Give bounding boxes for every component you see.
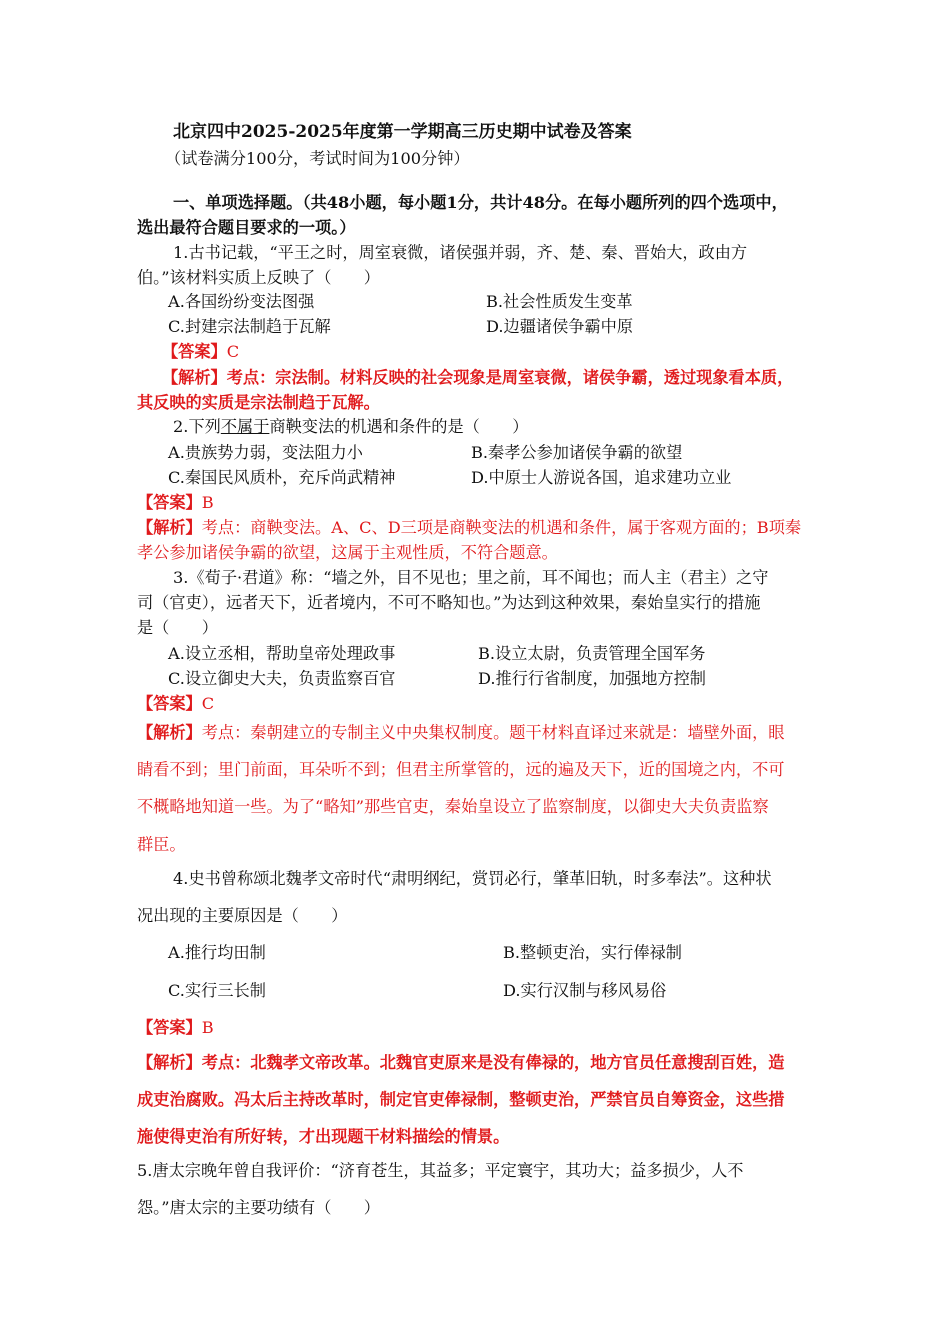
q1-analysis-cont: 其反映的实质是宗法制趋于瓦解。 <box>137 393 380 412</box>
q3-analysis-cont: 睛看不到；里门前面，耳朵听不到；但君主所掌管的，远的遍及天下，近的国境之内，不可 <box>137 760 785 779</box>
q1-option-a: A.各国纷纷变法图强 <box>168 292 315 311</box>
section-heading-cont: 选出最符合题目要求的一项。） <box>137 218 356 237</box>
q2-analysis <box>137 517 801 539</box>
analysis-tag: 【解析】 <box>137 518 202 537</box>
analysis-tag: 【解析】 <box>137 1053 202 1072</box>
q3-analysis-cont: 群臣。 <box>137 835 186 854</box>
question-3-stem: 3.《荀子·君道》称：“墙之外，目不见也；里之前，耳不闻也；而人主（君主）之守 <box>173 568 769 587</box>
q3-analysis-cont: 不概略地知道一些。为了“略知”那些官吏，秦始皇设立了监察制度，以御史大夫负责监察 <box>137 797 769 816</box>
answer-tag: 【答案】 <box>137 694 202 713</box>
q4-option-b: B.整顿吏治，实行俸禄制 <box>503 943 682 962</box>
stem-text: 2.下列 <box>173 417 221 436</box>
section-heading: 一、单项选择题。（共48小题，每小题1分，共计48分。在每小题所列的四个选项中， <box>173 193 788 212</box>
q3-option-b: B.设立太尉，负责管理全国军务 <box>478 644 706 663</box>
answer-value: B <box>201 1018 214 1037</box>
analysis-tag: 【解析】 <box>137 723 202 742</box>
page-title: 北京四中2025-2025年度第一学期高三历史期中试卷及答案 <box>173 122 632 142</box>
q1-answer <box>162 341 239 363</box>
question-3-stem-cont: 司（官吏），远者天下，近者境内，不可不略知也。”为达到这种效果，秦始皇实行的措施 <box>137 593 761 612</box>
q2-option-a: A.贵族势力弱，变法阻力小 <box>168 443 363 462</box>
stem-underlined: 不属于 <box>220 417 270 436</box>
q3-answer <box>137 693 214 715</box>
question-3-stem-cont: 是（ ） <box>137 618 218 637</box>
question-5-stem: 5.唐太宗晚年曾自我评价：“济育苍生，其益多；平定寰宇，其功大；益多损少，人不 <box>137 1161 744 1180</box>
q2-option-c: C.秦国民风质朴，充斥尚武精神 <box>168 468 396 487</box>
answer-value: C <box>226 342 240 361</box>
q3-analysis <box>137 722 785 744</box>
q4-answer <box>137 1017 214 1039</box>
q4-analysis-cont: 成吏治腐败。冯太后主持改革时，制定官吏俸禄制，整顿吏治，严禁官员自筹资金，这些措 <box>137 1090 785 1109</box>
question-4-stem: 4.史书曾称颂北魏孝文帝时代“肃明纲纪，赏罚必行，肇革旧轨，时多奉法”。这种状 <box>173 869 772 888</box>
q4-option-c: C.实行三长制 <box>168 981 266 1000</box>
question-5-stem-cont: 怨。”唐太宗的主要功绩有（ ） <box>137 1198 380 1217</box>
question-2-stem <box>173 416 528 438</box>
q1-option-b: B.社会性质发生变革 <box>486 292 633 311</box>
analysis-text: 考点：北魏孝文帝改革。北魏官吏原来是没有俸禄的，地方官员任意搜刮百姓，造 <box>201 1053 785 1072</box>
q2-analysis-cont: 孝公参加诸侯争霸的欲望，这属于主观性质，不符合题意。 <box>137 543 558 562</box>
answer-value: B <box>201 493 214 512</box>
q4-option-a: A.推行均田制 <box>168 943 266 962</box>
analysis-text: 考点：商鞅变法。A、C、D三项是商鞅变法的机遇和条件，属于客观方面的；B项秦 <box>201 518 802 537</box>
q4-analysis-cont: 施使得吏治有所好转，才出现题干材料描绘的情景。 <box>137 1127 510 1146</box>
q2-answer <box>137 492 214 514</box>
stem-text: 商鞅变法的机遇和条件的是（ ） <box>269 417 529 436</box>
question-1-stem: 1.古书记载，“平王之时，周室衰微，诸侯强并弱，齐、楚、秦、晋始大，政由方 <box>173 243 748 262</box>
q2-option-d: D.中原士人游说各国，追求建功立业 <box>471 468 732 487</box>
q1-option-d: D.边疆诸侯争霸中原 <box>486 317 634 336</box>
answer-tag: 【答案】 <box>137 1018 202 1037</box>
answer-value: C <box>201 694 215 713</box>
q3-option-c: C.设立御史大夫，负责监察百官 <box>168 669 396 688</box>
q4-option-d: D.实行汉制与移风易俗 <box>503 981 667 1000</box>
q3-option-d: D.推行行省制度，加强地方控制 <box>478 669 706 688</box>
q4-analysis <box>137 1052 785 1074</box>
q1-analysis <box>162 367 793 389</box>
exam-info: （试卷满分100分，考试时间为100分钟） <box>165 149 470 168</box>
analysis-text: 考点：秦朝建立的专制主义中央集权制度。题干材料直译过来就是：墙壁外面，眼 <box>201 723 785 742</box>
answer-tag: 【答案】 <box>162 342 227 361</box>
question-1-stem-cont: 伯。”该材料实质上反映了（ ） <box>137 268 380 287</box>
answer-tag: 【答案】 <box>137 493 202 512</box>
q1-option-c: C.封建宗法制趋于瓦解 <box>168 317 331 336</box>
question-4-stem-cont: 况出现的主要原因是（ ） <box>137 906 348 925</box>
q3-option-a: A.设立丞相，帮助皇帝处理政事 <box>168 644 396 663</box>
analysis-tag: 【解析】 <box>162 368 227 387</box>
q2-option-b: B.秦孝公参加诸侯争霸的欲望 <box>471 443 683 462</box>
analysis-text: 考点：宗法制。材料反映的社会现象是周室衰微，诸侯争霸，透过现象看本质， <box>226 368 794 387</box>
